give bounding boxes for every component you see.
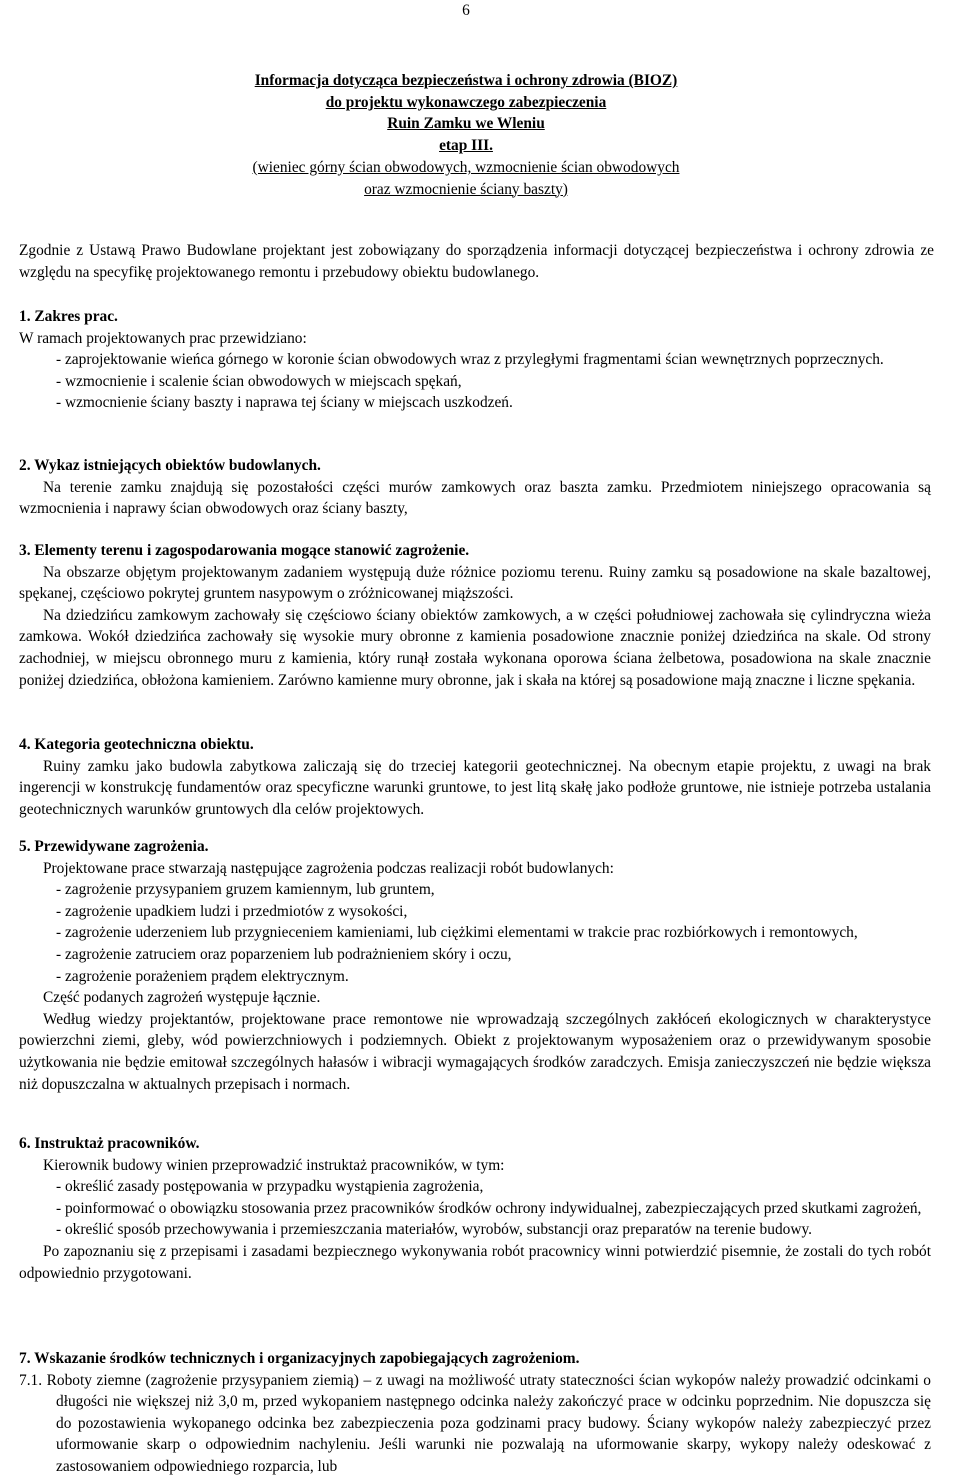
section-heading: 3. Elementy terenu i zagospodarowania mogące stanowić zagrożenie.	[19, 542, 470, 559]
section-heading: 6. Instruktaż pracowników.	[19, 1135, 200, 1152]
section-heading: 2. Wykaz istniejących obiektów budowlanych.	[19, 457, 321, 474]
list-item: - zagrożenie przysypaniem gruzem kamiennym, lub gruntem,	[56, 881, 435, 899]
title-line: Informacja dotycząca bezpieczeństwa i ochrony zdrowia (BIOZ)	[254, 72, 678, 89]
list-item: - zagrożenie upadkiem ludzi i przedmiotów z wysokości,	[56, 902, 408, 920]
section-heading: 1. Zakres prac.	[19, 308, 118, 325]
title-line: Ruin Zamku we Wleniu	[387, 115, 545, 133]
subtitle-line: oraz wzmocnienie ściany baszty)	[364, 180, 568, 198]
section-existing-objects	[19, 455, 931, 520]
list-item: - wzmocnienie ściany baszty i naprawa tej ściany w miejscach uszkodzeń.	[56, 394, 513, 412]
list-item: - określić sposób przechowywania i przemieszczania materiałów, wyrobów, substancji oraz preparatów na terenie budowy.	[56, 1221, 812, 1239]
section-technical-measures	[19, 1348, 931, 1478]
section-paragraph: Na obszarze objętym projektowanym zadaniem występują duże różnice poziomu terenu. Ruiny zamku są posadowione na skale bazaltowej, spękanej, częściowo pokrytej gruntem nasypowym o zróżnicowanej miąższości.	[19, 563, 931, 603]
list-item: - określić zasady postępowania w przypadku wystąpienia zagrożenia,	[56, 1178, 484, 1196]
section-paragraph: Po zapoznaniu się z przepisami i zasadami bezpiecznego wykonywania robót pracownicy winni potwierdzić pisemnie, że zostali do tych robót odpowiednio przygotowani.	[19, 1242, 931, 1282]
section-lead: Kierownik budowy winien przeprowadzić instruktaż pracowników, w tym:	[43, 1156, 505, 1174]
section-geotechnical-category	[19, 734, 931, 820]
section-paragraph: Według wiedzy projektantów, projektowane prace remontowe nie wprowadzają szczególnych zakłóceń ekologicznych w charakterystyce powierzchni ziemi, gleby, wód powierzchniowych i podziemnych. Obiekt z projektowanym wyposażeniem oraz o przewidywanym sposobie użytkowania nie będzie emitował szczególnych hałasów i wibracji wymagających środków zaradczych. Emisja zanieczyszczeń nie będzie większa niż dopuszczalna w aktualnych przepisach i normach.	[19, 1010, 931, 1093]
section-scope	[19, 306, 939, 414]
subtitle-line: (wieniec górny ścian obwodowych, wzmocnienie ścian obwodowych	[252, 159, 680, 176]
list-item: - zagrożenie porażeniem prądem elektrycznym.	[56, 967, 349, 985]
document-subtitle	[0, 157, 932, 200]
training-list	[19, 1176, 931, 1241]
title-line: etap III.	[439, 136, 493, 154]
intro-paragraph: Zgodnie z Ustawą Prawo Budowlane projektant jest zobowiązany do sporządzenia informacji dotyczącej bezpieczeństwa i ochrony zdrowia ze względu na specyfikę projektowanego remontu i przebudowy obiektu budowlanego.	[19, 242, 934, 281]
title-line: do projektu wykonawczego zabezpieczenia	[325, 93, 607, 111]
section-lead: Projektowane prace stwarzają następujące zagrożenia podczas realizacji robót budowlanych:	[43, 859, 614, 877]
section-paragraph: Na terenie zamku znajdują się pozostałości części murów zamkowych oraz baszta zamku. Przedmiotem niniejszego opracowania są wzmocnienia i naprawy ścian obwodowych oraz ściany baszty,	[19, 478, 931, 518]
section-lead: W ramach projektowanych prac przewidziano:	[19, 329, 307, 347]
list-item: - zagrożenie zatruciem oraz poparzeniem lub podrażnieniem skóry i oczu,	[56, 945, 512, 963]
page-number: 6	[462, 2, 470, 19]
section-worker-training	[19, 1133, 931, 1284]
list-item: - zaprojektowanie wieńca górnego w koronie ścian obwodowych wraz z przyległymi fragmentami ścian wewnętrznych poprzecznych.	[56, 351, 884, 369]
section-paragraph: Ruiny zamku jako budowla zabytkowa zaliczają się do trzeciej kategorii geotechnicznej. Na obecnym etapie projektu, z uwagi na brak ingerencji w konstrukcję fundamentów oraz specyficzne warunki gruntowe, to jest litą skałę jako podłoże gruntowe, nie istnieje potrzeba ustalania geotechnicznych warunków gruntowych dla celów projektowych.	[19, 757, 931, 818]
scope-list	[19, 349, 939, 414]
section-heading: 5. Przewidywane zagrożenia.	[19, 838, 209, 855]
list-item: - wzmocnienie i scalenie ścian obwodowych w miejscach spękań,	[56, 372, 462, 390]
section-paragraph: Na dziedzińcu zamkowym zachowały się częściowo ściany obiektów zamkowych, a w części południowej zachowała się cylindryczna wieża zamkowa. Wokół dziedzińca zachowały się wysokie mury obronne z kamienia posadowione znacznie poniżej dziedzińca na skale. Od strony zachodniej, w miejscu obronnego muru z kamienia, który runął została wykonana oporowa ściana żelbetowa, posadowiona na skale znacznie poniżej dziedzińca, obłożona kamieniem. Zarówno kamienne mury obronne, jak i skała na której są posadowione mają znaczne i liczne spękania.	[19, 606, 931, 689]
section-heading: 4. Kategoria geotechniczna obiektu.	[19, 736, 254, 753]
section-expected-hazards	[19, 836, 931, 1095]
numbered-item: 7.1. Roboty ziemne (zagrożenie przysypaniem ziemią) – z uwagi na możliwość utraty stateczności ścian wykopów należy prowadzić odcinkami o długości nie większej niż 3,0 m, przed wykopaniem następnego odcinka należy zakończyć prace w odcinku poprzednim. Nie dopuszcza się do pozostawienia wykopanego odcinka bez zabezpieczenia poza godzinami pracy budowy. Ściany wykopów należy zabezpieczyć przez uformowanie skarp o odpowiednim nachyleniu. Jeśli warunki nie pozwalają na uformowanie skarpy, wykopy należy odeskować z zastosowaniem odpowiedniego rozparcia, lub	[19, 1371, 931, 1475]
section-terrain-hazards	[19, 540, 931, 691]
list-item: - poinformować o obowiązku stosowania przez pracowników środków ochrony indywidualnej, zabezpieczających przed skutkami zagrożeń,	[56, 1199, 922, 1217]
section-heading: 7. Wskazanie środków technicznych i organizacyjnych zapobiegających zagrożeniom.	[19, 1350, 580, 1367]
section-paragraph: Część podanych zagrożeń występuje łącznie.	[43, 989, 321, 1007]
list-item: - zagrożenie uderzeniem lub przygnieceniem kamieniami, lub ciężkimi elementami w trakcie prac rozbiórkowych i remontowych,	[56, 924, 858, 942]
hazards-list	[19, 879, 931, 987]
document-title	[0, 70, 932, 156]
